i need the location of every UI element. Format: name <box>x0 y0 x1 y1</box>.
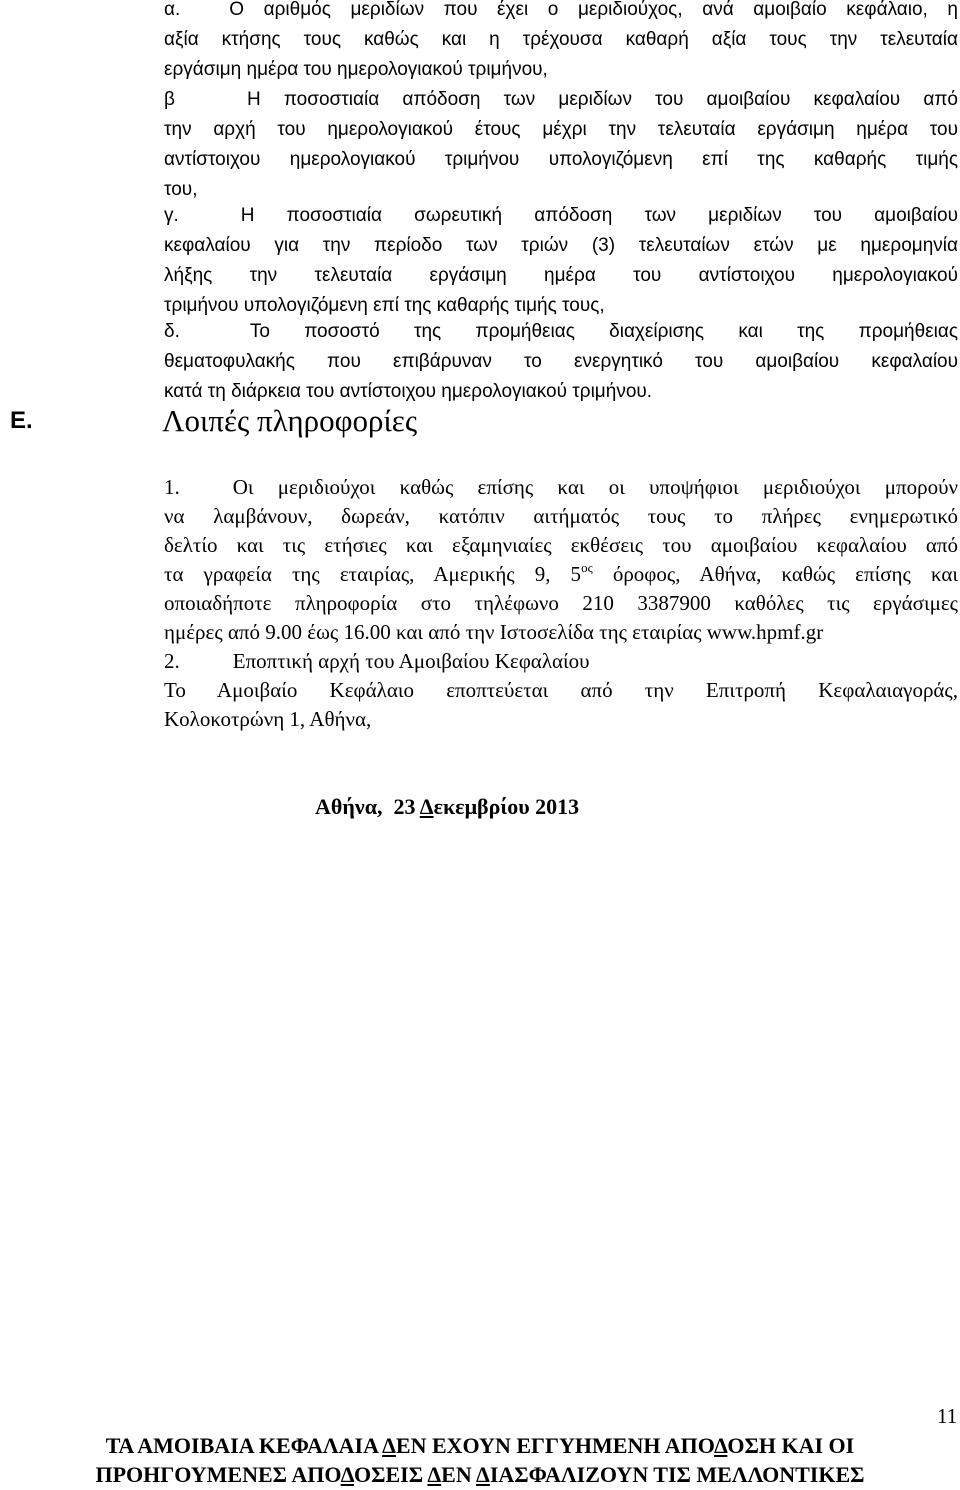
address-text-after: όροφος, Αθήνα, καθώς επίσης και <box>592 562 958 586</box>
info-item-1-line-1 <box>164 473 958 502</box>
list-item-b-line-3: αντίστοιχου ημερολογιακού τριμήνου υπολογιζόμενη επί της καθαρής τιμής <box>164 149 958 170</box>
list-item-b-line-1 <box>164 85 958 115</box>
list-item-a-line-3: εργάσιμη ημέρα του ημερολογιακού τριμήνου, <box>164 59 548 80</box>
ordinal-superscript: ος <box>581 560 593 575</box>
list-text: Οι μεριδιούχοι καθώς επίσης και οι υποψήφιοι μεριδιούχοι μπορούν <box>232 475 958 499</box>
list-text: Εποπτική αρχή του Αμοιβαίου Κεφαλαίου <box>232 649 590 673</box>
footer-disclaimer-line-2: ΠΡΟΗΓΟΥΜΕΝΕΣ ΑΠΟΔΟΣΕΙΣ ΔΕΝ ΔΙΑΣΦΑΛΙΖΟΥΝ ΤΙΣ ΜΕΛΛΟΝΤΙΚΕΣ <box>95 1462 865 1487</box>
list-item-c-line-2: κεφαλαίου για την περίοδο των τριών (3) τελευταίων ετών με ημερομηνία <box>164 235 958 256</box>
list-marker: α. <box>164 0 181 20</box>
footer-disclaimer-line-1: ΤΑ ΑΜΟΙΒΑΙΑ ΚΕΦΑΛΑΙΑ ΔΕΝ ΕΧΟΥΝ ΕΓΓΥΗΜΕΝΗ ΑΠΟΔΟΣΗ ΚΑΙ ΟΙ <box>105 1433 855 1458</box>
list-item-d-line-1 <box>164 317 958 347</box>
list-item-b <box>164 85 958 205</box>
list-marker: β <box>164 89 175 110</box>
section-title: Λοιπές πληροφορίες <box>162 403 418 438</box>
info-item-2-heading <box>164 647 958 676</box>
list-marker: δ. <box>164 321 180 342</box>
info-item-1-line-3: δελτίο και τις ετήσιες και εξαμηνιαίες εκθέσεις του αμοιβαίου κεφαλαίου από <box>164 533 958 557</box>
list-item-a <box>164 0 958 85</box>
list-item-c <box>164 201 958 321</box>
list-item-b-line-2: την αρχή του ημερολογιακού έτους μέχρι την τελευταία εργάσιμη ημέρα του <box>164 119 958 140</box>
list-marker: γ. <box>164 205 179 226</box>
info-item-2 <box>164 647 958 734</box>
info-item-1-line-2: να λαμβάνουν, δωρεάν, κατόπιν αιτήματός τους το πλήρες ενημερωτικό <box>164 504 958 528</box>
list-item-d-line-2: θεματοφυλακής που επιβάρυναν το ενεργητικό του αμοιβαίου κεφαλαίου <box>164 351 958 372</box>
info-item-1 <box>164 473 958 647</box>
address-text: τα γραφεία της εταιρίας, Αμερικής 9, 5 <box>164 562 582 586</box>
info-item-1-line-5: οποιαδήποτε πληροφορία στο τηλέφωνο 210 3387900 καθόλες τις εργάσιμες <box>164 591 958 615</box>
list-item-a-line-2: αξία κτήσης τους καθώς και η τρέχουσα καθαρή αξία τους την τελευταία <box>164 29 958 50</box>
list-item-c-line-1 <box>164 201 958 231</box>
info-item-1-line-6: ημέρες από 9.00 έως 16.00 και από την Ιστοσελίδα της εταιρίας www.hpmf.gr <box>164 620 824 644</box>
list-item-b-line-4: του, <box>164 179 198 200</box>
list-item-a-line-1 <box>164 0 958 25</box>
list-item-c-line-3: λήξης την τελευταία εργάσιμη ημέρα του αντίστοιχου ημερολογιακού <box>164 265 958 286</box>
info-item-2-line-1: Το Αμοιβαίο Κεφάλαιο εποπτεύεται από την Επιτροπή Κεφαλαιαγοράς, <box>164 678 958 702</box>
list-item-d <box>164 317 958 407</box>
list-text: Η ποσοστιαία σωρευτική απόδοση των μεριδίων του αμοιβαίου <box>240 205 958 226</box>
list-marker: 1. <box>164 475 180 499</box>
list-item-d-line-3: κατά τη διάρκεια του αντίστοιχου ημερολογιακού τριμήνου. <box>164 381 653 402</box>
page-number: 11 <box>937 1404 958 1428</box>
section-letter: Ε. <box>10 407 33 434</box>
list-text: Ο αριθμός μεριδίων που έχει ο μεριδιούχος, ανά αμοιβαίο κεφάλαιο, η <box>229 0 958 20</box>
list-text: Το ποσοστό της προμήθειας διαχείρισης και της προμήθειας <box>249 321 958 342</box>
list-item-c-line-4: τριμήνου υπολογιζόμενη επί της καθαρής τιμής τους, <box>164 295 605 316</box>
list-marker: 2. <box>164 649 180 673</box>
list-text: Η ποσοστιαία απόδοση των μεριδίων του αμοιβαίου κεφαλαίου από <box>246 89 958 110</box>
info-item-1-line-4 <box>164 560 958 589</box>
date-line: Αθήνα, 23 Δεκεμβρίου 2013 <box>315 794 580 819</box>
info-item-2-line-2: Κολοκοτρώνη 1, Αθήνα, <box>164 707 372 731</box>
